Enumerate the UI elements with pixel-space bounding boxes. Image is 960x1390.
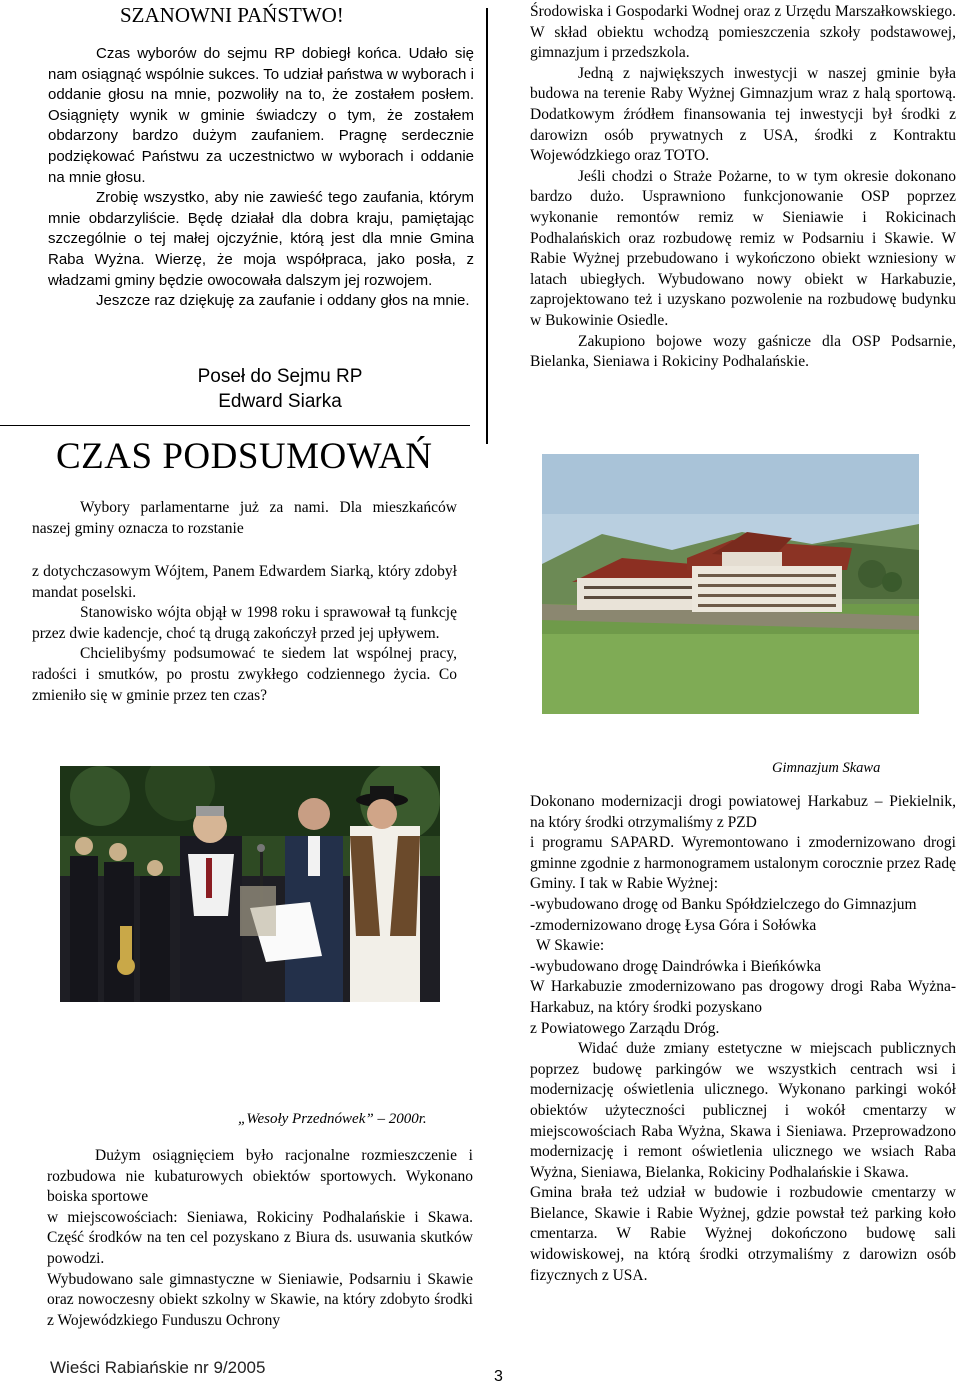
roads-list-3: W Skawie: [536, 937, 605, 955]
investments-text-2: Jedną z największych inwestycji w naszej gminie była budowa na terenie Raby Wyżnej Gimnazjum wraz z halą sportową. Dodatkowym źródłem finansowania tej inwestycji był środki z darowizn osób prywatnych z USA, środki z Kontraktu Wojewódzkiego oraz TOTO. [530, 64, 956, 165]
letter-paragraph-3: Jeszcze raz dziękuję za zaufanie i oddany głos na mnie. [96, 292, 470, 310]
section-heading: CZAS PODSUMOWAŃ [56, 436, 433, 477]
page-number: 3 [494, 1368, 503, 1385]
letter-signature [150, 364, 410, 414]
school-photo-caption: Gimnazjum Skawa [772, 760, 881, 776]
investments-text-3: Jeśli chodzi o Straże Pożarne, to w tym okresie dokonano bardzo dużo. Usprawniono funkcjonowanie OSP poprzez wykonanie remontów remiz w Sieniawie i Rokicinach Podhalańskich oraz rozbudowę remiz w Podsarniu i Skawie. W Rabie Wyżnej przebudowano i wykończono obiekt wzniesiony w latach ubiegłych. Wybudowano nowy obiekt w Harkabuzie, zaprojektowano też i uzyskano pozwolenie na rozbudowę budynku w Bukowinie Osiedle. [530, 167, 956, 329]
signature-title: Poseł do Sejmu RP [197, 366, 363, 387]
signature-name: Edward Siarka [218, 391, 342, 412]
letter-body [48, 44, 474, 312]
festival-photo-caption: „Wesoły Przednówek” – 2000r. [238, 1111, 427, 1127]
roads-text-6: Gmina brała też udział w budowie i rozbudowie cmentarzy w Bielance, Skawie i Rabie Wyżnej, gdzie powstał też parking koło cmentarza. W Rabie Wyżnej dokończono budowę sali widowiskowej, na którą środki otrzymaliśmy z darowizn osób fizycznych z USA. [530, 1184, 956, 1284]
school-photo [542, 454, 919, 714]
roads-text-5: Widać duże zmiany estetyczne w miejscach publicznych poprzez budowę parkingów we wszystkich centrach wsi i modernizację oświetlenia ulicznego. Wykonano parkingi wokół obiektów użyteczności publicznej i wokół cmentarzy w miejscowościach Raba Wyżna, Skawa i Sieniawa. Przeprowadzono modernizację i remont oświetlenia ulicznego we wsiach Raba Wyżna, Sieniawa, Bielanka, Rokiciny Podhalańskie i Skawa. [530, 1040, 956, 1181]
investments-text-4: Zakupiono bojowe wozy gaśnicze dla OSP Podsarnie, Bielanka, Sieniawa i Rokiciny Podhalańskie. [530, 332, 956, 371]
festival-photo [60, 766, 440, 1002]
roads-text-4: z Powiatowego Zarządu Dróg. [530, 1019, 720, 1037]
roads-text-2: i programu SAPARD. Wyremontowano i zmodernizowano drogi gminne zgodnie z harmonogramem ustalonym corocznie przez Radę Gminy. I tak w Rabie Wyżnej: [530, 834, 956, 893]
roads-body [530, 792, 956, 1286]
roads-list-1: -wybudowano drogę od Banku Spółdzielczego do Gimnazjum [530, 895, 917, 913]
investments-text-1: Środowiska i Gospodarki Wodnej oraz z Urzędu Marszałkowskiego. W skład obiektu wchodzą pomieszczenia szkoły podstawowej, gimnazjum i przedszkola. [530, 3, 956, 62]
sports-body [47, 1146, 473, 1331]
letter-paragraph-1: Czas wyborów do sejmu RP dobiegł końca. Udało się nam osiągnąć wspólnie sukces. To udział państwa w wyborach i oddanie głosu na mnie, pozwoliły na to, że zostałem posłem. Osiągnięty wynik w gminie świadczy o tym, że zostałem obdarzony bardzo dużym zaufaniem. Pragnę serdecznie podziękować Państwu za uczestnictwo w wyborach i oddanie na mnie głosu. [48, 45, 474, 186]
festival-photo-image [60, 766, 440, 1002]
sports-text-1: Dużym osiągnięciem było racjonalne rozmieszczenie i rozbudowa nie kubaturowych obiektów sportowych. Wykonano boiska sportowe [47, 1147, 473, 1206]
letter-heading: SZANOWNI PAŃSTWO! [120, 3, 344, 27]
investments-body [530, 2, 956, 373]
intro-text-3: Stanowisko wójta objął w 1998 roku i sprawował tą funkcję przez dwie kadencje, choć tą drugą zakończył przed jej upływem. [32, 604, 457, 642]
school-photo-image [542, 454, 919, 714]
roads-list-2: -zmodernizowano drogę Łysa Góra i Sołówka [530, 916, 817, 934]
roads-text-3: W Harkabuzie zmodernizowano pas drogowy drogi Raba Wyżna- Harkabuz, na który środki pozyskano [530, 978, 956, 1016]
letter-paragraph-2: Zrobię wszystko, aby nie zawieść tego zaufania, którym mnie obdarzyliście. Będę działał dla dobra kraju, pamiętając szczególnie o tej małej ojczyźnie, którą jest dla mnie Gmina Raba Wyżna. Wierzę, że moja współpraca, jako posła, z władzami gminy będzie owocowała dalszym jej rozwojem. [48, 189, 474, 289]
sports-text-2: w miejscowościach: Sieniawa, Rokiciny Podhalańskie i Skawa. Część środków na ten cel pozyskano z Biura ds. usuwania skutków powodzi. [47, 1208, 473, 1267]
intro-body [32, 562, 457, 706]
intro-text-4: Chcielibyśmy podsumować te siedem lat wspólnej pracy, radości i smutków, po prostu zwykłego codziennego życia. Co zmieniło się w gminie przez ten czas? [32, 645, 457, 704]
roads-text-1: Dokonano modernizacji drogi powiatowej Harkabuz – Piekielnik, na który środki otrzymaliśmy z PZD [530, 793, 956, 831]
letter-bottom-rule [0, 425, 470, 426]
intro-text-2: z dotychczasowym Wójtem, Panem Edwardem Siarką, który zdobył mandat poselski. [32, 563, 457, 601]
column-divider [486, 8, 488, 444]
intro-text-1: Wybory parlamentarne już za nami. Dla mieszkańców naszej gminy oznacza to rozstanie [32, 499, 457, 537]
roads-list-4: -wybudowano drogę Daindrówka i Bieńkówka [530, 957, 821, 975]
footer-publication: Wieści Rabiańskie nr 9/2005 [50, 1358, 266, 1377]
intro-paragraph-1 [32, 498, 457, 539]
sports-text-3: Wybudowano sale gimnastyczne w Sieniawie, Podsarniu i Skawie oraz nowoczesny obiekt szkolny w Skawie, na który zdobyto środki z Wojewódzkiego Funduszu Ochrony [47, 1270, 473, 1329]
